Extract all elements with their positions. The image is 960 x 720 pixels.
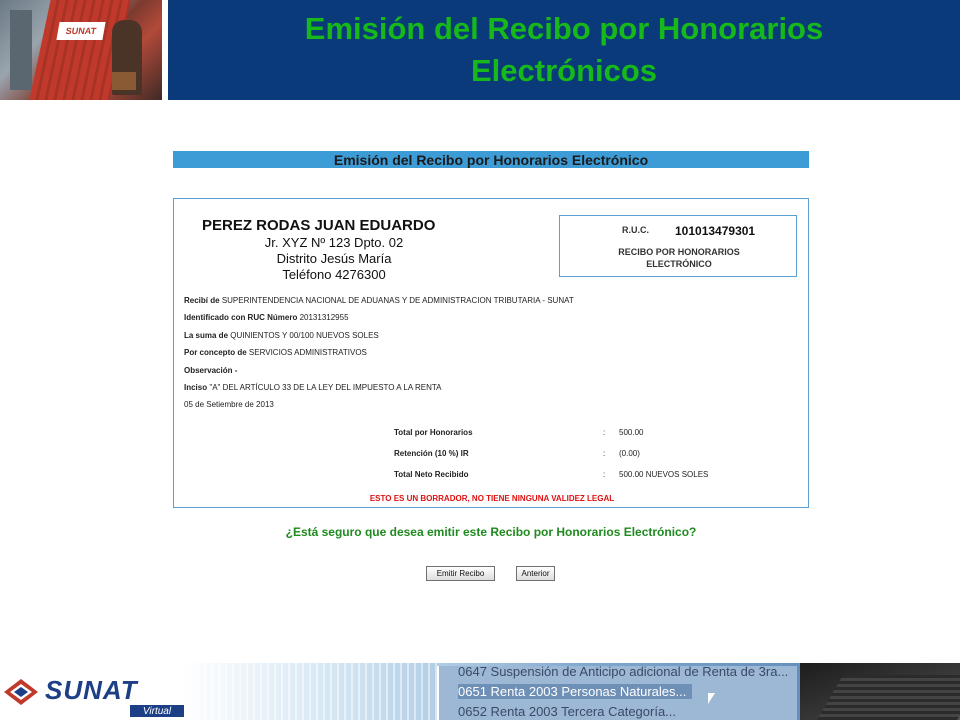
ruc-box (559, 215, 797, 277)
field-inciso (184, 382, 784, 399)
footer-menu-item: 0647 Suspensión de Anticipo adicional de Renta de 3ra... (458, 664, 789, 679)
photo-pillar (10, 10, 32, 90)
field-label: Identificado con RUC Número (184, 313, 298, 323)
field-value: - (234, 365, 238, 375)
sunat-diamond-icon (4, 679, 38, 705)
confirm-question: ¿Está seguro que desea emitir este Recibo por Honorarios Electrónico? (285, 525, 697, 539)
sunat-virtual-logo (0, 675, 190, 715)
field-value: SUPERINTENDENCIA NACIONAL DE ADUANAS Y DE ADMINISTRACION TRIBUTARIA - SUNAT (221, 296, 574, 305)
total-label: Total por Honorarios (394, 428, 473, 437)
field-label: Por concepto de (184, 348, 247, 358)
field-value: QUINIENTOS Y 00/100 NUEVOS SOLES (230, 330, 379, 340)
laptop-keyboard (817, 675, 960, 720)
receipt-fields (184, 295, 784, 417)
total-value: (0.00) (619, 449, 640, 458)
ruc-number: 101013479301 (675, 224, 756, 238)
footer-menu-item-selected: 0651 Renta 2003 Personas Naturales... (458, 684, 692, 699)
field-date (184, 399, 784, 416)
field-amount-words (184, 330, 784, 347)
retention-row (394, 449, 734, 470)
total-separator: : (603, 449, 606, 458)
document-type (560, 246, 798, 270)
footer-banner (0, 663, 960, 720)
slide-header (0, 0, 960, 100)
net-total-row (394, 470, 734, 491)
photo-briefcase (112, 72, 136, 90)
total-label: Retención (10 %) IR (394, 449, 469, 458)
field-label: La suma de (184, 330, 229, 340)
receipt-preview (173, 198, 809, 508)
document-type-line1: RECIBO POR HONORARIOS (618, 247, 740, 257)
form-title: Emisión del Recibo por Honorarios Electrónico (333, 151, 649, 168)
title-bar (168, 0, 960, 100)
field-value: "A" DEL ARTÍCULO 33 DE LA LEY DEL IMPUESTO A LA RENTA (209, 382, 442, 392)
field-label: Recibí de (184, 296, 220, 305)
virtual-tag: Virtual (130, 705, 184, 717)
sunat-brand-text: SUNAT (45, 675, 138, 705)
footer-stripes (190, 663, 440, 720)
total-value: 500.00 NUEVOS SOLES (619, 470, 709, 479)
previous-button[interactable]: Anterior (516, 566, 555, 581)
emit-receipt-button[interactable]: Emitir Recibo (426, 566, 495, 581)
issuer-name: PEREZ RODAS JUAN EDUARDO (202, 217, 436, 234)
draft-warning: ESTO ES UN BORRADOR, NO TIENE NINGUNA VALIDEZ LEGAL (369, 494, 615, 503)
totals-block (394, 428, 734, 491)
issuer-district: Distrito Jesús María (276, 251, 392, 266)
mouse-cursor-icon (708, 693, 715, 704)
field-ruc-number (184, 312, 784, 329)
field-observation (184, 365, 784, 382)
header-photo (0, 0, 162, 100)
footer-menu-item: 0652 Renta 2003 Tercera Categoría... (458, 704, 677, 719)
issuer-block (194, 217, 474, 283)
total-separator: : (603, 470, 606, 479)
sunat-building-logo: SUNAT (56, 22, 105, 40)
field-value: SERVICIOS ADMINISTRATIVOS (248, 348, 367, 358)
receipt-date: 05 de Setiembre de 2013 (184, 400, 274, 410)
total-value: 500.00 (619, 428, 644, 437)
field-label: Observación (184, 365, 233, 375)
slide-title: Emisión del Recibo por Honorarios Electrónicos (304, 11, 824, 88)
total-fees-row (394, 428, 734, 449)
field-received-from (184, 295, 784, 312)
form-title-bar (173, 151, 809, 168)
field-label: Inciso (184, 382, 208, 392)
issuer-address: Jr. XYZ Nº 123 Dpto. 02 (264, 235, 404, 250)
issuer-phone: Teléfono 4276300 (282, 267, 386, 282)
total-label: Total Neto Recibido (394, 470, 469, 479)
document-type-line2: ELECTRÓNICO (646, 259, 712, 269)
field-value: 20131312955 (299, 313, 349, 323)
field-concept (184, 347, 784, 364)
ruc-label: R.U.C. (622, 225, 649, 235)
total-separator: : (603, 428, 606, 437)
